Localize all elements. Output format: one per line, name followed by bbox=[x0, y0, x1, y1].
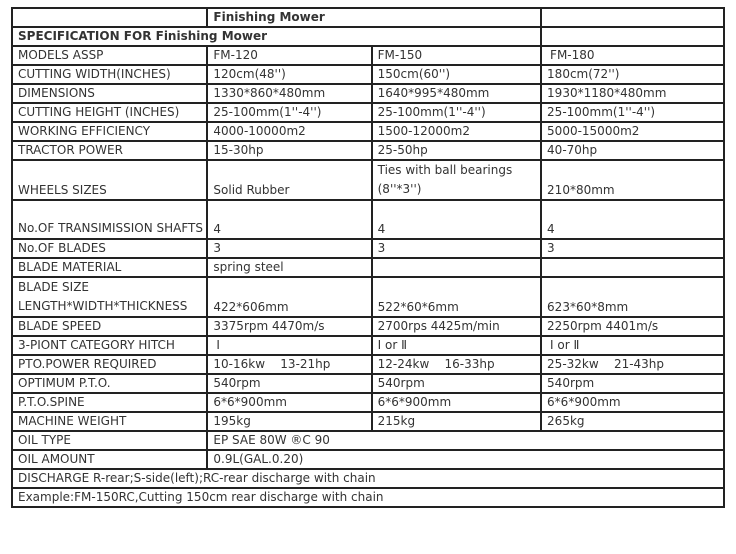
table-row bbox=[12, 412, 724, 431]
table-row bbox=[12, 160, 724, 200]
empty-cell bbox=[541, 8, 724, 27]
example-row bbox=[12, 488, 724, 507]
cell-fm180: 25-100mm(1''-4'') bbox=[541, 103, 724, 122]
row-label: P.T.O.SPINE bbox=[12, 393, 207, 412]
row-label: 3-PIONT CATEGORY HITCH bbox=[12, 336, 207, 355]
cell-fm150: 25-100mm(1''-4'') bbox=[372, 103, 541, 122]
table-row bbox=[12, 84, 724, 103]
example-note: Example:FM-150RC,Cutting 150cm rear discharge with chain bbox=[12, 488, 724, 507]
cell-fm150: 12-24kw 16-33hp bbox=[372, 355, 541, 374]
cell-fm150: Ties with ball bearings (8''*3'') bbox=[372, 160, 541, 200]
cell-fm120: 195kg bbox=[207, 412, 371, 431]
table-row bbox=[12, 317, 724, 336]
table-row bbox=[12, 336, 724, 355]
row-label: CUTTING WIDTH(INCHES) bbox=[12, 65, 207, 84]
cell-fm180: 5000-15000m2 bbox=[541, 122, 724, 141]
cell-fm150: 215kg bbox=[372, 412, 541, 431]
cell-fm180 bbox=[541, 258, 724, 277]
cell-fm120: 422*606mm bbox=[207, 277, 371, 317]
cell-fm120: spring steel bbox=[207, 258, 371, 277]
cell-fm120: 120cm(48'') bbox=[207, 65, 371, 84]
cell-fm120: 25-100mm(1''-4'') bbox=[207, 103, 371, 122]
cell-fm180: 2250rpm 4401m/s bbox=[541, 317, 724, 336]
cell-fm180: I or Ⅱ bbox=[541, 336, 724, 355]
cell-fm150: 25-50hp bbox=[372, 141, 541, 160]
discharge-row bbox=[12, 469, 724, 488]
cell-fm120: 1330*860*480mm bbox=[207, 84, 371, 103]
cell-fm180: 623*60*8mm bbox=[541, 277, 724, 317]
cell-fm180: 210*80mm bbox=[541, 160, 724, 200]
cell-fm120: 540rpm bbox=[207, 374, 371, 393]
table-row bbox=[12, 200, 724, 239]
table-row bbox=[12, 393, 724, 412]
cell-fm180: 4 bbox=[541, 200, 724, 239]
row-label: BLADE MATERIAL bbox=[12, 258, 207, 277]
cell-fm180: 180cm(72'') bbox=[541, 65, 724, 84]
table-row bbox=[12, 122, 724, 141]
cell-fm180: 265kg bbox=[541, 412, 724, 431]
cell-fm150: 6*6*900mm bbox=[372, 393, 541, 412]
cell-fm150: 1500-12000m2 bbox=[372, 122, 541, 141]
cell-fm150: FM-150 bbox=[372, 46, 541, 65]
cell-fm150: 1640*995*480mm bbox=[372, 84, 541, 103]
empty-cell bbox=[12, 8, 207, 27]
table-subtitle: SPECIFICATION FOR Finishing Mower bbox=[12, 27, 541, 46]
specification-table bbox=[11, 7, 725, 508]
row-label: WHEELS SIZES bbox=[12, 160, 207, 200]
row-label: BLADE SPEED bbox=[12, 317, 207, 336]
cell-fm120: 10-16kw 13-21hp bbox=[207, 355, 371, 374]
table-row bbox=[12, 277, 724, 317]
row-label: MACHINE WEIGHT bbox=[12, 412, 207, 431]
table-row bbox=[12, 355, 724, 374]
oil-type-value: EP SAE 80W ®C 90 bbox=[207, 431, 724, 450]
table-row bbox=[12, 239, 724, 258]
oil-amount-row bbox=[12, 450, 724, 469]
row-label: BLADE SIZE LENGTH*WIDTH*THICKNESS bbox=[12, 277, 207, 317]
cell-fm120: FM-120 bbox=[207, 46, 371, 65]
cell-fm180: 40-70hp bbox=[541, 141, 724, 160]
cell-fm180: FM-180 bbox=[541, 46, 724, 65]
cell-fm120: Solid Rubber bbox=[207, 160, 371, 200]
row-label: DIMENSIONS bbox=[12, 84, 207, 103]
table-row bbox=[12, 65, 724, 84]
row-label: OIL AMOUNT bbox=[12, 450, 207, 469]
cell-fm120: 3375rpm 4470m/s bbox=[207, 317, 371, 336]
cell-fm180: 25-32kw 21-43hp bbox=[541, 355, 724, 374]
row-label: OIL TYPE bbox=[12, 431, 207, 450]
subtitle-row bbox=[12, 27, 724, 46]
row-label: TRACTOR POWER bbox=[12, 141, 207, 160]
cell-fm150: 3 bbox=[372, 239, 541, 258]
table-row bbox=[12, 103, 724, 122]
title-row bbox=[12, 8, 724, 27]
cell-fm150: 2700rps 4425m/min bbox=[372, 317, 541, 336]
row-label: CUTTING HEIGHT (INCHES) bbox=[12, 103, 207, 122]
table-row bbox=[12, 258, 724, 277]
row-label: No.OF TRANSIMISSION SHAFTS bbox=[12, 200, 207, 239]
cell-fm150 bbox=[372, 258, 541, 277]
row-label: OPTIMUM P.T.O. bbox=[12, 374, 207, 393]
oil-type-row bbox=[12, 431, 724, 450]
cell-fm120: 15-30hp bbox=[207, 141, 371, 160]
table-title: Finishing Mower bbox=[207, 8, 541, 27]
cell-fm120: 3 bbox=[207, 239, 371, 258]
cell-fm150: 522*60*6mm bbox=[372, 277, 541, 317]
table-row bbox=[12, 141, 724, 160]
empty-cell bbox=[541, 27, 724, 46]
table-row bbox=[12, 374, 724, 393]
table-row bbox=[12, 46, 724, 65]
row-label: No.OF BLADES bbox=[12, 239, 207, 258]
cell-fm150: 150cm(60'') bbox=[372, 65, 541, 84]
cell-fm120: I bbox=[207, 336, 371, 355]
row-label: WORKING EFFICIENCY bbox=[12, 122, 207, 141]
row-label: PTO.POWER REQUIRED bbox=[12, 355, 207, 374]
cell-fm150: I or Ⅱ bbox=[372, 336, 541, 355]
row-label: MODELS ASSP bbox=[12, 46, 207, 65]
cell-fm150: 540rpm bbox=[372, 374, 541, 393]
cell-fm180: 3 bbox=[541, 239, 724, 258]
cell-fm120: 4000-10000m2 bbox=[207, 122, 371, 141]
discharge-note: DISCHARGE R-rear;S-side(left);RC-rear discharge with chain bbox=[12, 469, 724, 488]
cell-fm180: 6*6*900mm bbox=[541, 393, 724, 412]
cell-fm120: 4 bbox=[207, 200, 371, 239]
cell-fm150: 4 bbox=[372, 200, 541, 239]
cell-fm180: 540rpm bbox=[541, 374, 724, 393]
cell-fm180: 1930*1180*480mm bbox=[541, 84, 724, 103]
cell-fm120: 6*6*900mm bbox=[207, 393, 371, 412]
oil-amount-value: 0.9L(GAL.0.20) bbox=[207, 450, 724, 469]
